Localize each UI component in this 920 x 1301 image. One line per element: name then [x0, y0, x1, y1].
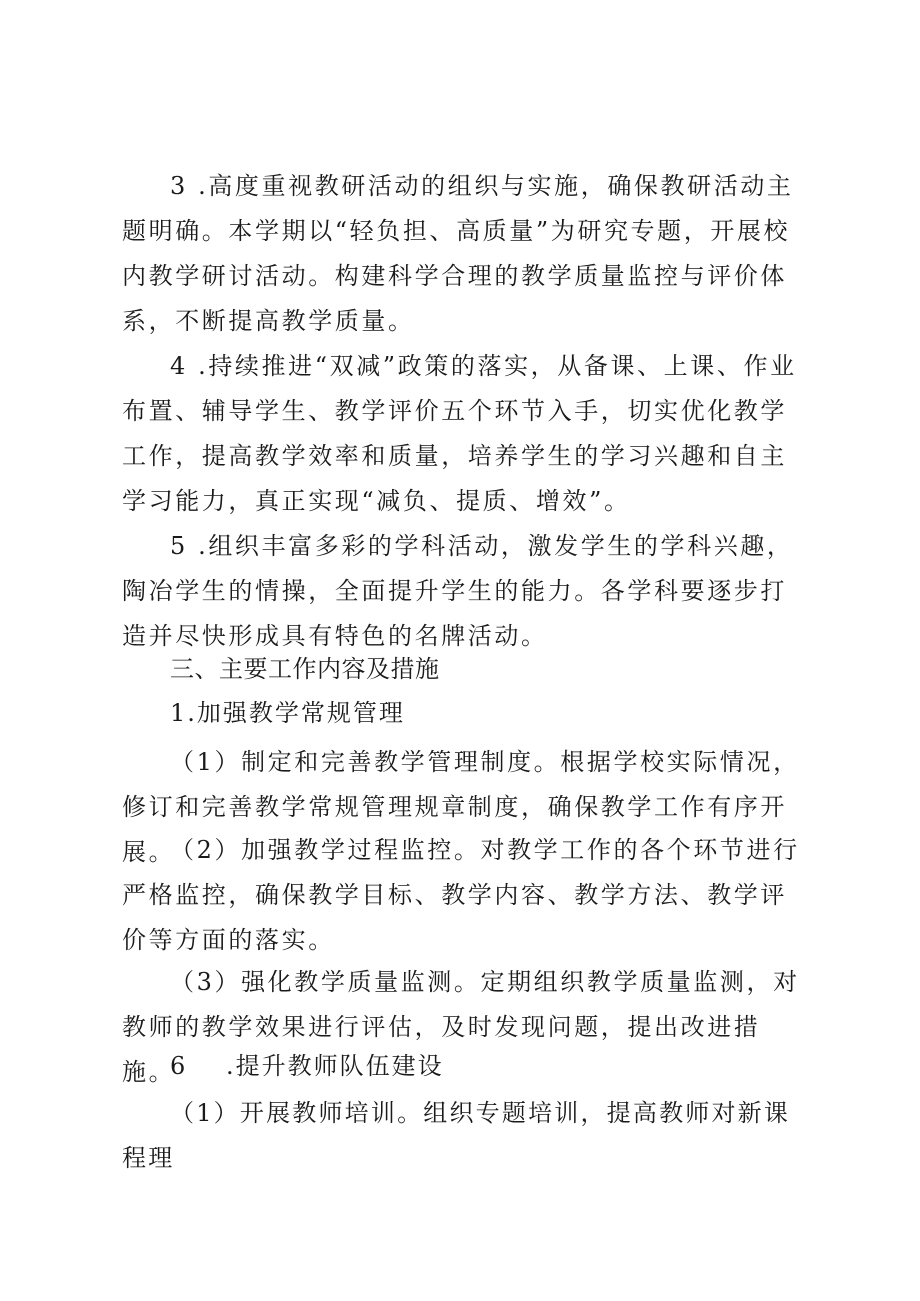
subheading-1: 1.加强教学常规管理: [170, 699, 405, 727]
paragraph-5: 5 .组织丰富多彩的学科活动，激发学生的学科兴趣，陶冶学生的情操，全面提升学生的能力。各学科要逐步打造并尽快形成具有特色的名牌活动。: [122, 532, 794, 650]
subheading-2-number: 6: [170, 1052, 188, 1080]
item-1-1: （1）制定和完善教学管理制度。根据学校实际情况，修订和完善教学常规管理规章制度，确保教学工作有序开展。: [122, 748, 800, 866]
item-1-3: （3）强化教学质量监测。定期组织教学质量监测，对教师的教学效果进行评估，及时发现问题，提出改进措施。: [122, 968, 800, 1086]
section-heading: 三、主要工作内容及措施: [170, 655, 440, 683]
paragraph-3: 3 .高度重视教研活动的组织与实施，确保教研活动主题明确。本学期以“轻负担、高质量”为研究专题，开展校内教学研讨活动。构建科学合理的教学质量监控与评价体系，不断提高教学质量。: [122, 172, 794, 335]
subheading-2: [170, 1046, 444, 1086]
subheading-2-text: .提升教师队伍建设: [226, 1052, 444, 1080]
item-1-2: （2）加强教学过程监控。对教学工作的各个环节进行严格监控，确保教学目标、教学内容、教学方法、教学评价等方面的落实。: [122, 836, 800, 954]
item-2-1: （1）开展教师培训。组织专题培训，提高教师对新课程理: [122, 1099, 791, 1172]
paragraph-4: 4 .持续推进“双减”政策的落实，从备课、上课、作业布置、辅导学生、教学评价五个环节入手，切实优化教学工作，提高教学效率和质量，培养学生的学习兴趣和自主学习能力，真正实现“减负、提质、增效”。: [122, 352, 797, 515]
